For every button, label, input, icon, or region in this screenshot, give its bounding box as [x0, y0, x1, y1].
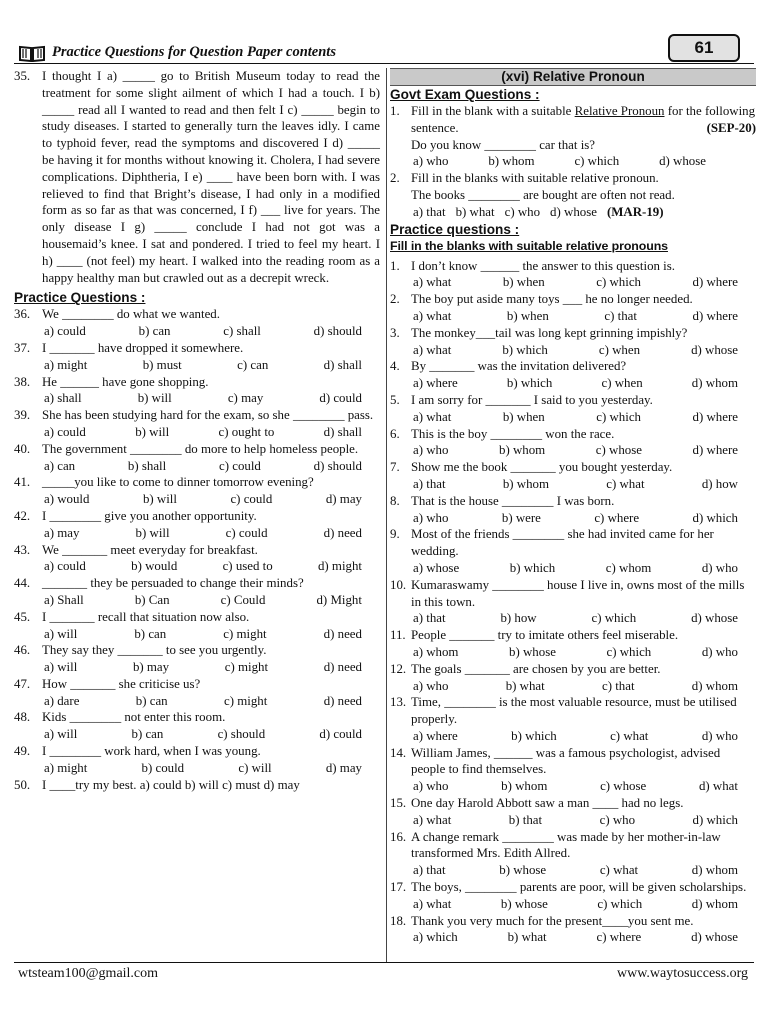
question-text: He ______ have gone shopping.	[42, 374, 209, 389]
left-question-list	[14, 306, 380, 793]
option: c) could	[230, 492, 273, 507]
question-item	[390, 358, 756, 392]
option: a) dare	[44, 693, 80, 708]
options-row	[42, 491, 380, 508]
question-text: Kids ________ not enter this room.	[42, 710, 226, 725]
option: b) would	[131, 559, 178, 574]
question-number: 8.	[390, 493, 400, 508]
question-item	[14, 575, 380, 609]
option: a) will	[44, 626, 78, 641]
question-text: I ________ give you another opportunity.	[42, 508, 257, 523]
option: d) where	[692, 275, 738, 290]
question-text: I ________ work hard, when I was young.	[42, 744, 261, 759]
question-number: 4.	[390, 359, 400, 374]
option: d) where	[692, 308, 738, 323]
question-item	[14, 374, 380, 408]
option: a) could	[44, 324, 86, 339]
option: c) that	[604, 308, 637, 323]
options-row	[42, 458, 380, 475]
option: a) could	[44, 424, 86, 439]
practice-questions-heading: Practice Questions :	[14, 290, 146, 306]
question-item	[390, 426, 756, 460]
option: a) could	[44, 559, 86, 574]
option: c) which	[574, 154, 620, 169]
option: c) whom	[605, 560, 652, 575]
option: d) whose	[659, 154, 706, 169]
option: c) used to	[222, 559, 273, 574]
option: d) what	[698, 779, 738, 794]
question-item	[390, 526, 756, 576]
question-text: Kumaraswamy ________ house I live in, owns most of the mills in this town.	[411, 577, 745, 609]
option: b) what	[455, 204, 495, 219]
question-text: _______ they be persuaded to change their minds?	[42, 576, 304, 591]
option: b) can	[131, 727, 164, 742]
question-item	[390, 325, 756, 359]
open-book-icon	[18, 44, 46, 62]
question-text: She has been studying hard for the exam, so she ________ pass.	[42, 408, 374, 423]
question-number: 10.	[390, 577, 407, 592]
exam-tag: (SEP-20)	[706, 120, 756, 135]
option: b) whom	[499, 443, 546, 458]
question-item	[14, 709, 380, 743]
options-row	[411, 644, 756, 661]
question-item	[14, 609, 380, 643]
question-item	[390, 694, 756, 744]
option: d) whom	[691, 678, 738, 693]
option: a) Shall	[44, 592, 84, 607]
question-item	[14, 306, 380, 340]
option: c) might	[224, 693, 268, 708]
question-item	[390, 291, 756, 325]
option: a) who	[413, 678, 449, 693]
option: a) what	[413, 342, 452, 357]
options-row	[411, 728, 756, 745]
option: c) will	[238, 760, 272, 775]
option: d) whose	[691, 930, 738, 945]
question-item	[14, 407, 380, 441]
option: c) could	[218, 458, 261, 473]
option: a) what	[413, 308, 452, 323]
option: b) how	[500, 611, 537, 626]
option: b) Can	[134, 592, 170, 607]
option: d) whom	[691, 863, 738, 878]
option: a) who	[413, 154, 449, 169]
option: c) which	[591, 611, 637, 626]
question-item	[390, 392, 756, 426]
option: b) can	[134, 626, 167, 641]
page-header-title: Practice Questions for Question Paper contents	[52, 44, 336, 60]
options-row	[42, 659, 380, 676]
option: a) what	[413, 812, 452, 827]
option: d) should	[313, 324, 362, 339]
question-number: 6.	[390, 426, 400, 441]
question-item	[390, 829, 756, 879]
question-number: 47.	[14, 676, 31, 691]
question-text: I _______ have dropped it somewhere.	[42, 340, 244, 355]
question-number: 35.	[14, 69, 31, 83]
govt-question	[390, 103, 756, 170]
option: b) when	[502, 409, 545, 424]
option: d) shall	[323, 357, 362, 372]
question-number: 40.	[14, 441, 31, 456]
option: b) may	[132, 660, 170, 675]
question-number: 43.	[14, 542, 31, 557]
question-number: 3.	[390, 325, 400, 340]
question-text: Most of the friends ________ she had invited came for her wedding.	[411, 527, 714, 559]
option: a) whose	[413, 560, 460, 575]
option: b) must	[142, 357, 182, 372]
option: a) who	[413, 510, 449, 525]
option: d) which	[692, 510, 738, 525]
options-row	[42, 424, 380, 441]
question-item	[390, 879, 756, 913]
options-row	[42, 357, 380, 374]
question-item	[390, 258, 756, 292]
option: d) need	[323, 626, 362, 641]
practice-questions-heading: Practice questions :	[390, 221, 520, 237]
option: c) ought to	[218, 424, 275, 439]
right-column	[390, 68, 756, 946]
question-text: They say they _______ to see you urgently.	[42, 643, 267, 658]
option: b) will	[142, 492, 177, 507]
question-text: The boys, ________ parents are poor, will be given scholarships.	[411, 880, 747, 895]
question-text: The goals _______ are chosen by you are better.	[411, 661, 661, 676]
question-number: 1.	[390, 258, 400, 273]
options-row	[411, 274, 756, 291]
question-number: 45.	[14, 609, 31, 624]
question-text-underlined: Relative Pronoun	[574, 104, 665, 118]
options-row	[411, 375, 756, 392]
option: c) where	[596, 930, 642, 945]
passage-text: I thought I a) _____ go to British Museum today to read the treatment for some slight ailment of which I had a touch. I b) _____ read all I wanted to read and then felt I c) _____ begin to study diseases. I started to generally turn the leaves idly. I came to typhoid fever, read the symptoms and discovered I d) _____ be having it for months without knowing it. Cholera, I had severe complications. Diphtheria, I e) ____ have been born with. I was relieved to find that Bright’s disease, I had only in a modified form as so far as that was concerned, I f) ___ live for years. The only disease I g) _____ conclude I had not got was a housemaid’s knee. I sat and pondered. I tried to feel my heart. I h) ____ (not feel) my heart. I walked into the reading room as a happy healthy man but crawled out as a decrepit wreck.	[42, 69, 380, 285]
footer-email: wtsteam100@gmail.com	[18, 966, 159, 981]
option: d) may	[325, 760, 362, 775]
options-row	[42, 760, 380, 777]
question-text: Fill in the blanks with suitable relative pronoun.	[411, 171, 659, 186]
option: a) will	[44, 660, 78, 675]
question-item	[390, 459, 756, 493]
question-item	[390, 795, 756, 829]
option: c) whose	[600, 779, 647, 794]
question-item	[390, 493, 756, 527]
options-row	[411, 812, 756, 829]
question-number: 42.	[14, 508, 31, 523]
option: d) need	[323, 693, 362, 708]
option: c) Could	[220, 592, 266, 607]
option: c) where	[594, 510, 640, 525]
question-text: I am sorry for _______ I said to you yesterday.	[411, 392, 653, 407]
option: a) where	[413, 376, 458, 391]
question-number: 15.	[390, 796, 407, 811]
question-number: 48.	[14, 710, 31, 725]
question-item	[14, 340, 380, 374]
option: d) Might	[316, 592, 362, 607]
question-text: The boy put aside many toys ___ he no longer needed.	[411, 292, 693, 307]
question-item	[14, 642, 380, 676]
options-row	[411, 342, 756, 359]
option: d) where	[692, 409, 738, 424]
option: d) shall	[323, 424, 362, 439]
option: c) may	[227, 391, 264, 406]
option: a) might	[44, 357, 88, 372]
question-number: 36.	[14, 307, 31, 322]
option: a) that	[413, 476, 446, 491]
question-number: 46.	[14, 643, 31, 658]
option: b) which	[502, 342, 548, 357]
question-item	[14, 508, 380, 542]
question-text: I ____try my best. a) could b) will c) must d) may	[42, 777, 300, 792]
question-number: 39.	[14, 408, 31, 423]
question-item	[390, 577, 756, 627]
right-question-list	[390, 258, 756, 947]
option: b) whom	[501, 779, 548, 794]
option: a) which	[413, 930, 458, 945]
option: b) what	[507, 930, 547, 945]
relative-pronoun-banner: (xvi) Relative Pronoun	[390, 68, 756, 86]
question-text: Time, ________ is the most valuable resource, must be utilised properly.	[411, 695, 737, 727]
option: b) will	[135, 525, 170, 540]
question-text: One day Harold Abbott saw a man ____ had no legs.	[411, 796, 684, 811]
option: d) whose	[691, 611, 738, 626]
question-item	[390, 913, 756, 947]
option: c) who	[504, 204, 541, 219]
question-sentence: The books ________ are bought are often not read.	[411, 187, 675, 202]
instructions-subheading: Fill in the blanks with suitable relative pronouns	[390, 238, 668, 253]
question-text: The government ________ do more to help homeless people.	[42, 441, 359, 456]
question-number: 13.	[390, 695, 407, 710]
option: a) where	[413, 728, 458, 743]
option: c) shall	[223, 324, 261, 339]
options-row	[411, 409, 756, 426]
option: b) whom	[502, 476, 550, 491]
option: a) would	[44, 492, 90, 507]
option: c) when	[598, 342, 641, 357]
option: b) whose	[500, 896, 548, 911]
option: d) whose	[691, 342, 738, 357]
option: d) need	[323, 660, 362, 675]
options-row	[42, 726, 380, 743]
question-item	[14, 542, 380, 576]
option: b) can	[135, 693, 168, 708]
option: b) will	[135, 424, 170, 439]
option: a) may	[44, 525, 80, 540]
option: d) which	[692, 812, 738, 827]
option: a) that	[413, 611, 446, 626]
options-row	[42, 390, 380, 407]
options-row	[411, 442, 756, 459]
option: d) could	[319, 391, 362, 406]
option: d) who	[701, 560, 738, 575]
options-row	[411, 896, 756, 913]
govt-question	[390, 170, 756, 220]
question-number: 12.	[390, 661, 407, 676]
question-number: 49.	[14, 744, 31, 759]
option: c) what	[610, 728, 649, 743]
option: b) what	[505, 678, 545, 693]
question-sentence: Do you know ________ car that is?	[411, 137, 596, 152]
option: c) what	[599, 863, 639, 878]
question-text: How _______ she criticise us?	[42, 676, 201, 691]
question-item	[390, 745, 756, 795]
question-number: 2.	[390, 292, 400, 307]
options-row	[411, 308, 756, 325]
option: c) which	[606, 644, 652, 659]
question-number: 2.	[390, 171, 400, 186]
option: a) what	[413, 275, 452, 290]
footer-divider	[14, 962, 754, 963]
question-item	[390, 661, 756, 695]
question-item	[14, 676, 380, 710]
question-text: That is the house ________ I was born.	[411, 493, 615, 508]
options-row	[42, 693, 380, 710]
option: c) might	[223, 626, 267, 641]
option: d) where	[692, 443, 738, 458]
option: d) who	[701, 644, 738, 659]
option: d) whom	[691, 896, 738, 911]
question-text: Fill in the blank with a suitable	[411, 104, 575, 118]
option: b) which	[511, 728, 557, 743]
question-text: People _______ try to imitate others feel miserable.	[411, 628, 679, 643]
left-column	[14, 68, 380, 793]
option: c) what	[606, 476, 645, 491]
question-text: for the following sentence.	[411, 104, 756, 135]
options-row	[42, 558, 380, 575]
options-row	[411, 678, 756, 695]
column-divider	[386, 68, 387, 962]
question-item	[14, 743, 380, 777]
options-row	[411, 778, 756, 795]
question-number: 1.	[390, 104, 400, 118]
passage-question	[14, 68, 380, 286]
question-number: 37.	[14, 340, 31, 355]
option: a) who	[413, 443, 449, 458]
option: a) that	[413, 204, 446, 219]
option: d) may	[325, 492, 362, 507]
option: b) that	[508, 812, 543, 827]
option: b) can	[138, 324, 171, 339]
options-row	[411, 929, 756, 946]
question-number: 16.	[390, 829, 407, 844]
option: d) how	[701, 476, 738, 491]
option: a) that	[413, 863, 446, 878]
option: b) when	[502, 275, 545, 290]
page-number-badge: 61	[668, 34, 740, 62]
options-row	[411, 610, 756, 627]
option: c) can	[237, 357, 269, 372]
option: b) whose	[509, 644, 556, 659]
options-row	[411, 510, 756, 527]
options-row	[42, 323, 380, 340]
option: a) can	[44, 458, 76, 473]
question-number: 17.	[390, 880, 407, 895]
option: c) when	[601, 376, 643, 391]
question-text: Thank you very much for the present____you sent me.	[411, 913, 694, 928]
option: b) will	[137, 391, 172, 406]
option: d) could	[319, 727, 362, 742]
option: d) should	[313, 458, 362, 473]
options-row	[42, 525, 380, 542]
header-divider	[14, 63, 754, 64]
question-text: The monkey___tail was long kept grinning impishly?	[411, 325, 688, 340]
option: c) should	[217, 727, 266, 742]
option: b) shall	[127, 458, 167, 473]
option: b) whom	[488, 154, 535, 169]
options-row	[411, 862, 756, 879]
question-item	[14, 777, 380, 794]
option: a) might	[44, 760, 88, 775]
exam-tag: (MAR-19)	[606, 204, 664, 219]
option: a) shall	[44, 391, 82, 406]
question-text: A change remark ________ was made by her mother-in-law transformed Mrs. Edith Allred.	[411, 829, 721, 861]
question-text: William James, ______ was a famous psychologist, advised people to find themselves.	[411, 745, 721, 777]
question-number: 41.	[14, 475, 31, 490]
options-row	[42, 626, 380, 643]
option: d) need	[323, 525, 362, 540]
question-text: Show me the book _______ you bought yesterday.	[411, 460, 673, 475]
question-text: _____you like to come to dinner tomorrow evening?	[42, 475, 314, 490]
question-number: 5.	[390, 392, 400, 407]
question-number: 38.	[14, 374, 31, 389]
question-number: 9.	[390, 527, 400, 542]
question-text: I _______ recall that situation now also.	[42, 609, 250, 624]
option: c) might	[224, 660, 269, 675]
options-row	[411, 560, 756, 577]
option: a) what	[413, 409, 452, 424]
question-item	[14, 474, 380, 508]
option: a) who	[413, 779, 449, 794]
option: b) when	[506, 308, 549, 323]
question-number: 50.	[14, 777, 31, 792]
option: c) which	[596, 275, 641, 290]
question-text: We ________ do what we wanted.	[42, 307, 220, 322]
footer-website: www.waytosuccess.org	[616, 966, 748, 981]
option: a) whom	[413, 644, 459, 659]
options-row	[42, 592, 380, 609]
option: a) will	[44, 727, 78, 742]
option: c) could	[225, 525, 268, 540]
question-number: 44.	[14, 576, 31, 591]
question-text: I don’t know ______ the answer to this question is.	[411, 258, 675, 273]
option: d) whose	[550, 204, 597, 219]
question-item	[14, 441, 380, 475]
option: b) which	[506, 376, 553, 391]
question-text: We _______ meet everyday for breakfast.	[42, 542, 258, 557]
option: b) were	[501, 510, 541, 525]
option: d) who	[701, 728, 738, 743]
question-text: By _______ was the invitation delivered?	[411, 359, 627, 374]
options-row	[411, 476, 756, 493]
option: b) which	[509, 560, 556, 575]
option: d) might	[317, 559, 362, 574]
question-number: 7.	[390, 460, 400, 475]
option: c) which	[596, 409, 641, 424]
option: b) whose	[499, 863, 547, 878]
question-item	[390, 627, 756, 661]
option: c) who	[599, 812, 636, 827]
option: a) what	[413, 896, 452, 911]
option: d) whom	[691, 376, 738, 391]
question-number: 11.	[390, 628, 406, 643]
question-text: This is the boy ________ won the race.	[411, 426, 615, 441]
govt-exam-heading: Govt Exam Questions :	[390, 87, 540, 102]
option: c) that	[601, 678, 635, 693]
option: b) could	[141, 760, 185, 775]
option: c) whose	[595, 443, 642, 458]
option: c) which	[597, 896, 643, 911]
question-number: 18.	[390, 913, 407, 928]
question-number: 14.	[390, 745, 407, 760]
